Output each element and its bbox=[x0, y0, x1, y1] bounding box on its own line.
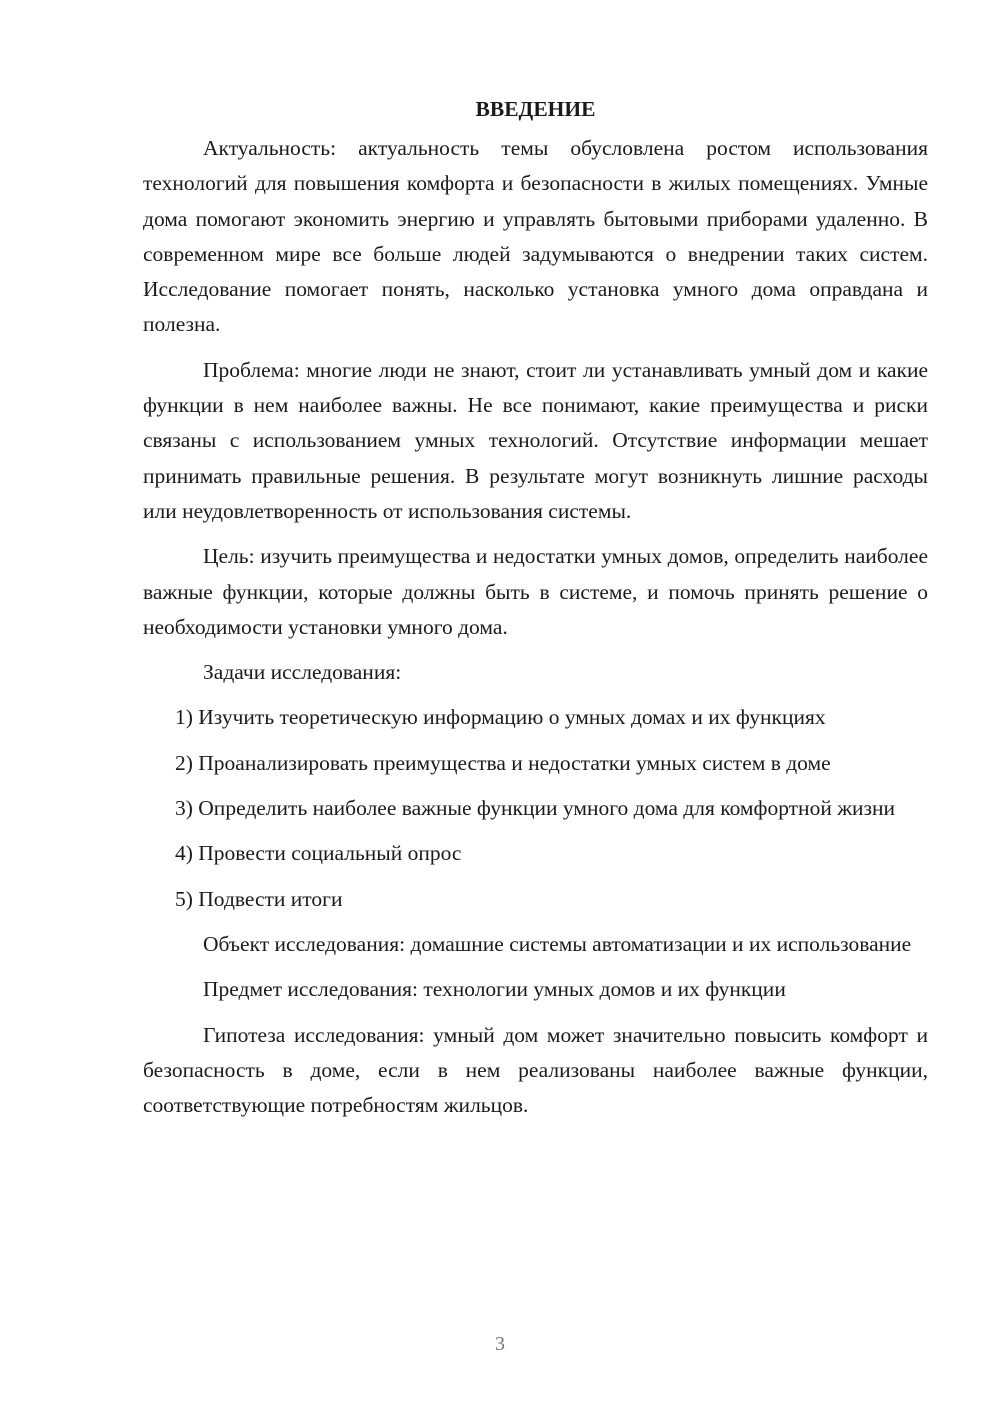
task-item: 3) Определить наиболее важные функции умного дома для комфортной жизни bbox=[175, 796, 896, 821]
document-page bbox=[143, 92, 928, 1133]
problem-paragraph: Проблема: многие люди не знают, стоит ли устанавливать умный дом и какие функции в нем наиболее важны. Не все понимают, какие преимущества и риски связаны с использованием умных технологий. Отсутствие информации мешает принимать правильные решения. В результате могут возникнуть лишние расходы или неудовлетворенность от использования системы. bbox=[143, 357, 928, 523]
task-item: 4) Провести социальный опрос bbox=[175, 841, 462, 866]
page-number: 3 bbox=[495, 1333, 505, 1355]
relevance-paragraph: Актуальность: актуальность темы обусловлена ростом использования технологий для повышения комфорта и безопасности в жилых помещениях. Умные дома помогают экономить энергию и управлять бытовыми приборами удаленно. В современном мире все больше людей задумываются о внедрении таких систем. Исследование помогает понять, насколько установка умного дома оправдана и полезна. bbox=[143, 136, 928, 337]
task-item: 5) Подвести итоги bbox=[175, 886, 343, 911]
task-item: 2) Проанализировать преимущества и недостатки умных систем в доме bbox=[175, 750, 831, 775]
section-title: ВВЕДЕНИЕ bbox=[475, 97, 596, 121]
object-paragraph: Объект исследования: домашние системы автоматизации и их использование bbox=[203, 931, 912, 956]
task-item: 1) Изучить теоретическую информацию о умных домах и их функциях bbox=[175, 705, 826, 730]
hypothesis-paragraph: Гипотеза исследования: умный дом может значительно повысить комфорт и безопасность в доме, если в нем реализованы наиболее важные функции, соответствующие потребностям жильцов. bbox=[143, 1022, 928, 1118]
tasks-heading: Задачи исследования: bbox=[203, 660, 402, 685]
subject-paragraph: Предмет исследования: технологии умных домов и их функции bbox=[203, 977, 786, 1002]
goal-paragraph: Цель: изучить преимущества и недостатки умных домов, определить наиболее важные функции, которые должны быть в системе, и помочь принять решение о необходимости установки умного дома. bbox=[143, 544, 928, 639]
